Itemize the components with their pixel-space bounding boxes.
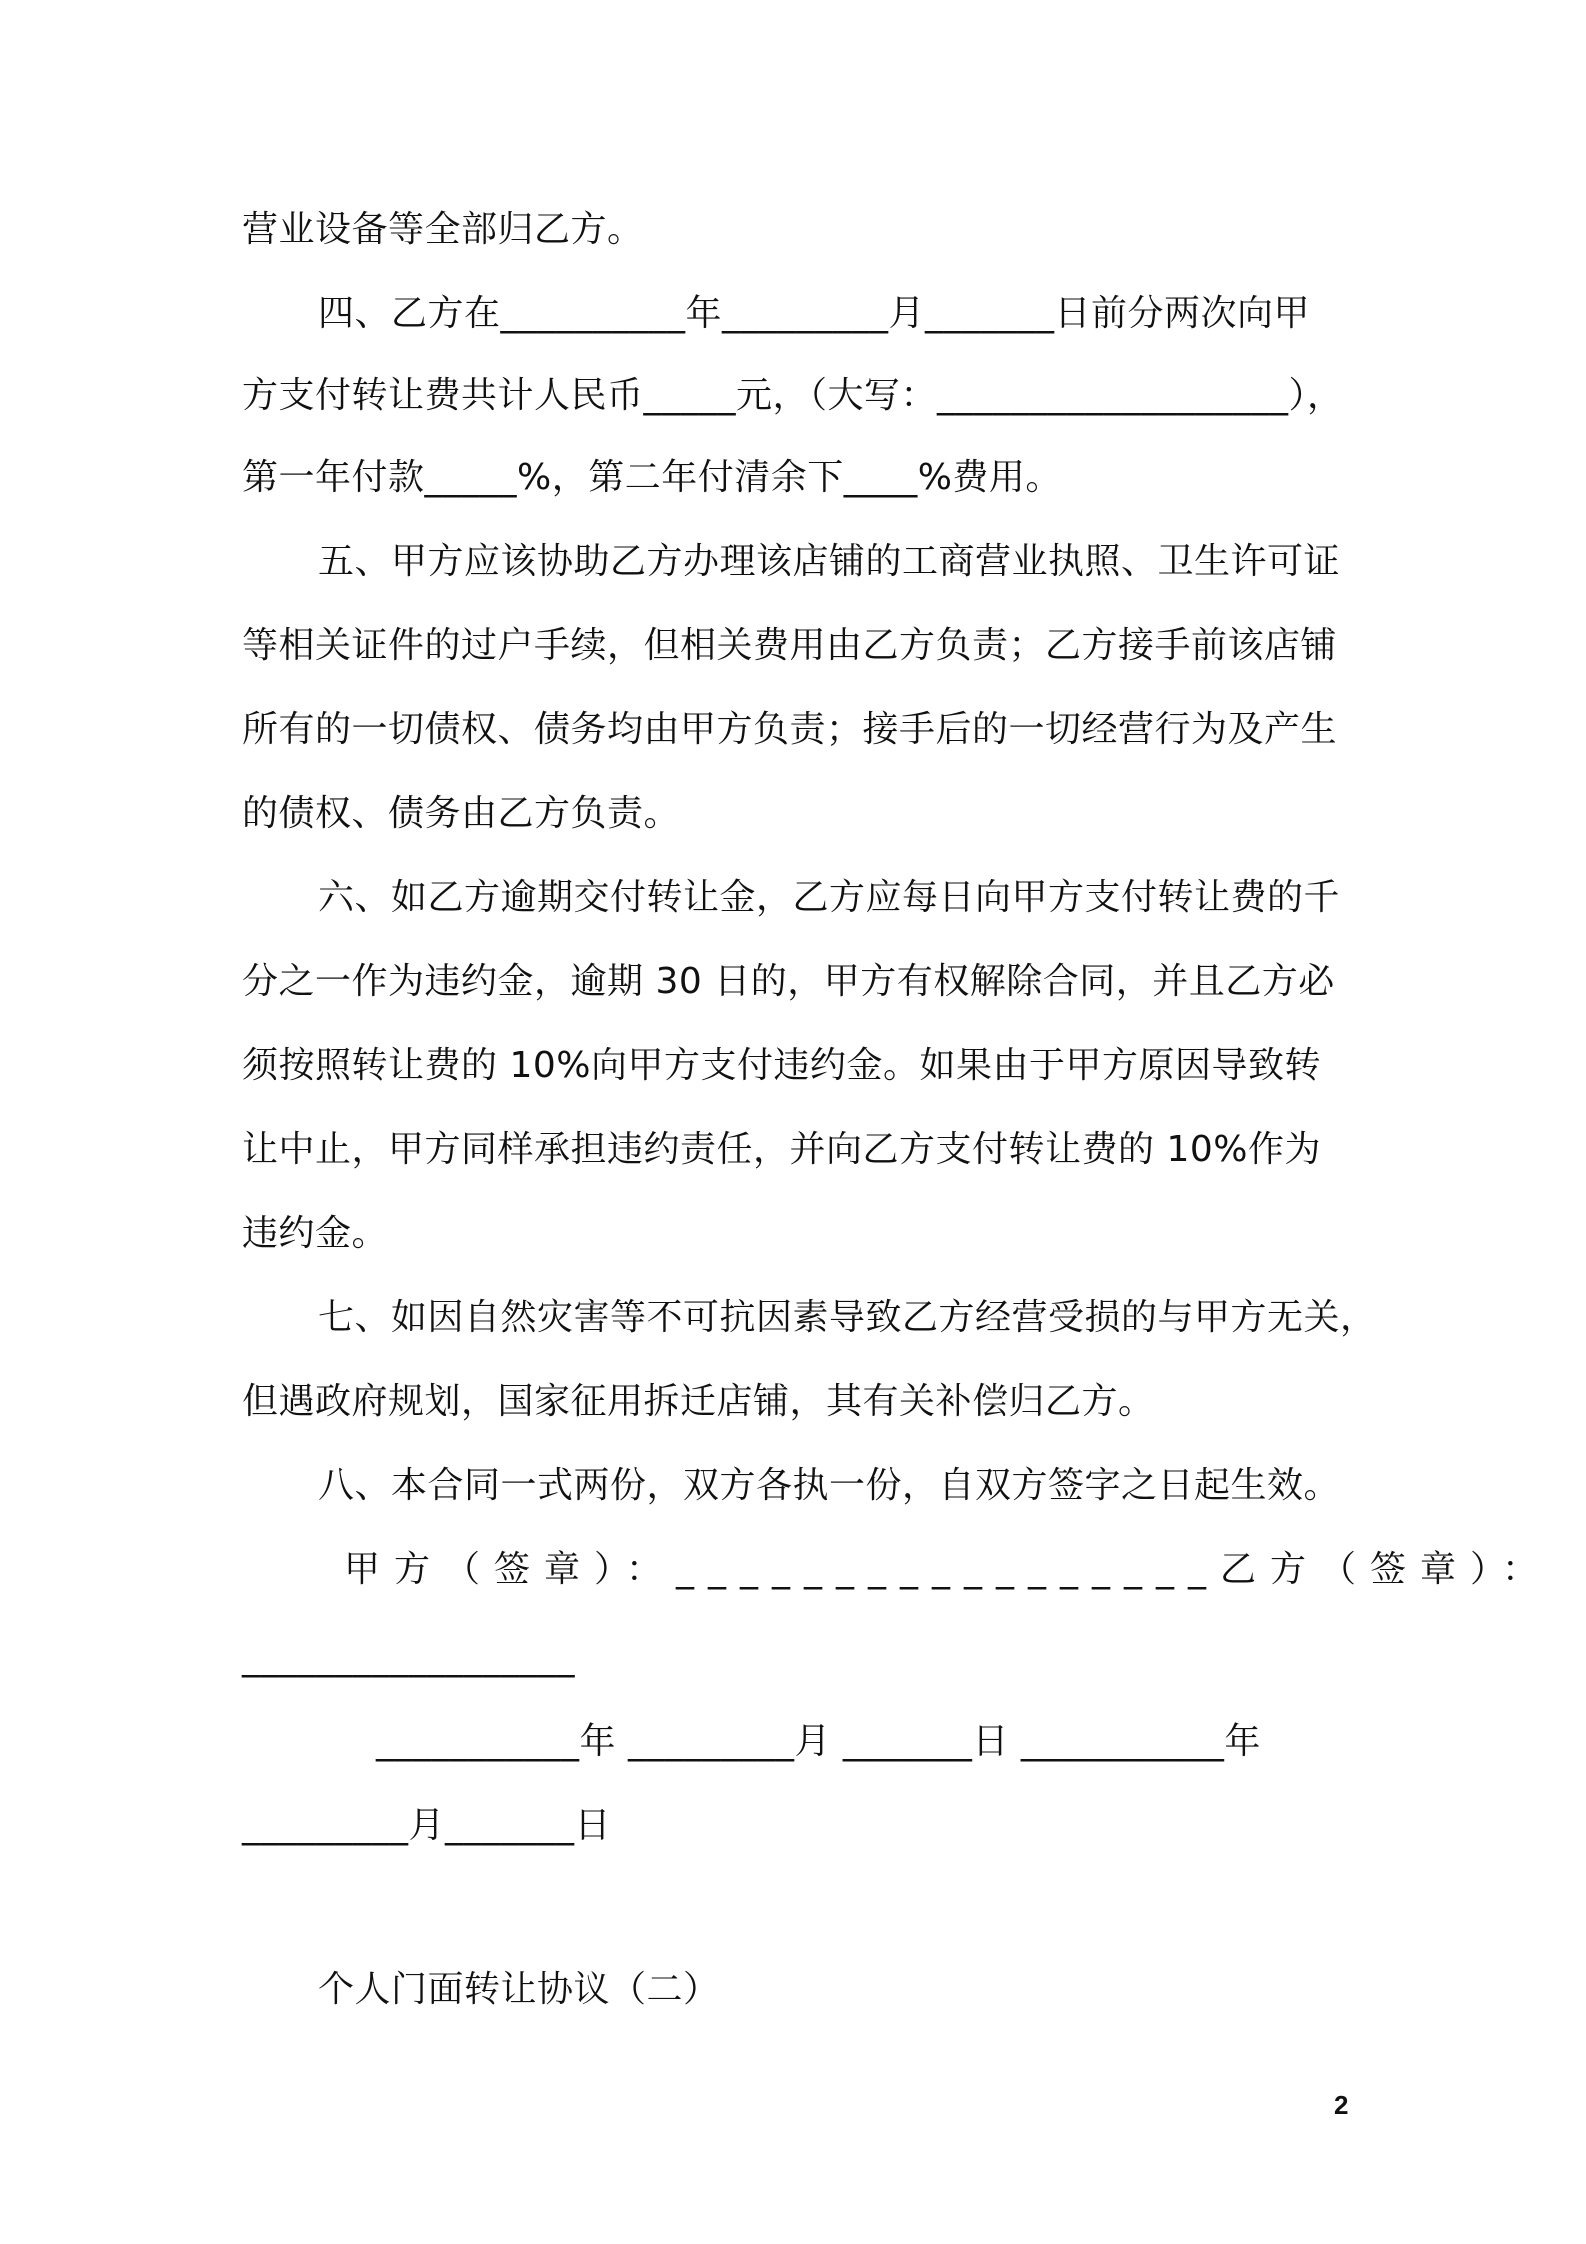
clause-five-line-2: 等相关证件的过户手续，但相关费用由乙方负责；乙方接手前该店铺	[242, 625, 1338, 666]
clause-eight-line-1: 八、本合同一式两份，双方各执一份，自双方签字之日起生效。	[318, 1465, 1341, 1506]
clause-six-line-4: 让中止，甲方同样承担违约责任，并向乙方支付转让费的 10%作为	[242, 1129, 1321, 1170]
signature-line: 甲方（签章）：_________________乙方（签章）：	[344, 1549, 1553, 1590]
clause-six-line-2: 分之一作为违约金，逾期 30 日的，甲方有权解除合同，并且乙方必	[242, 961, 1335, 1002]
clause-six-line-1: 六、如乙方逾期交付转让金，乙方应每日向甲方支付转让费的千	[318, 877, 1341, 918]
signature-blank: __________________	[242, 1637, 575, 1678]
page-number: 2	[1334, 2090, 1349, 2120]
clause-five-line-3: 所有的一切债权、债务均由甲方负责；接手后的一切经营行为及产生	[242, 709, 1338, 750]
section-heading: 个人门面转让协议（二）	[318, 1969, 720, 2010]
clause-four-line-1: 四、乙方在__________年_________月_______日前分两次向甲	[318, 293, 1311, 334]
date-line-1: ___________年 _________月 _______日 ___________年	[376, 1721, 1261, 1762]
clause-four-line-3: 第一年付款_____%，第二年付清余下____%费用。	[242, 457, 1062, 498]
clause-four-line-2: 方支付转让费共计人民币_____元，（大写：___________________），	[242, 375, 1344, 416]
date-line-2: _________月_______日	[242, 1805, 611, 1846]
clause-five-line-1: 五、甲方应该协助乙方办理该店铺的工商营业执照、卫生许可证	[318, 541, 1341, 582]
clause-five-line-4: 的债权、债务由乙方负责。	[242, 793, 681, 834]
clause-seven-line-1: 七、如因自然灾害等不可抗因素导致乙方经营受损的与甲方无关，	[318, 1297, 1377, 1338]
clause-six-line-5: 违约金。	[242, 1213, 389, 1254]
clause-six-line-3: 须按照转让费的 10%向甲方支付违约金。如果由于甲方原因导致转	[242, 1045, 1321, 1086]
paragraph-line: 营业设备等全部归乙方。	[242, 209, 644, 250]
clause-seven-line-2: 但遇政府规划，国家征用拆迁店铺，其有关补偿归乙方。	[242, 1381, 1155, 1422]
